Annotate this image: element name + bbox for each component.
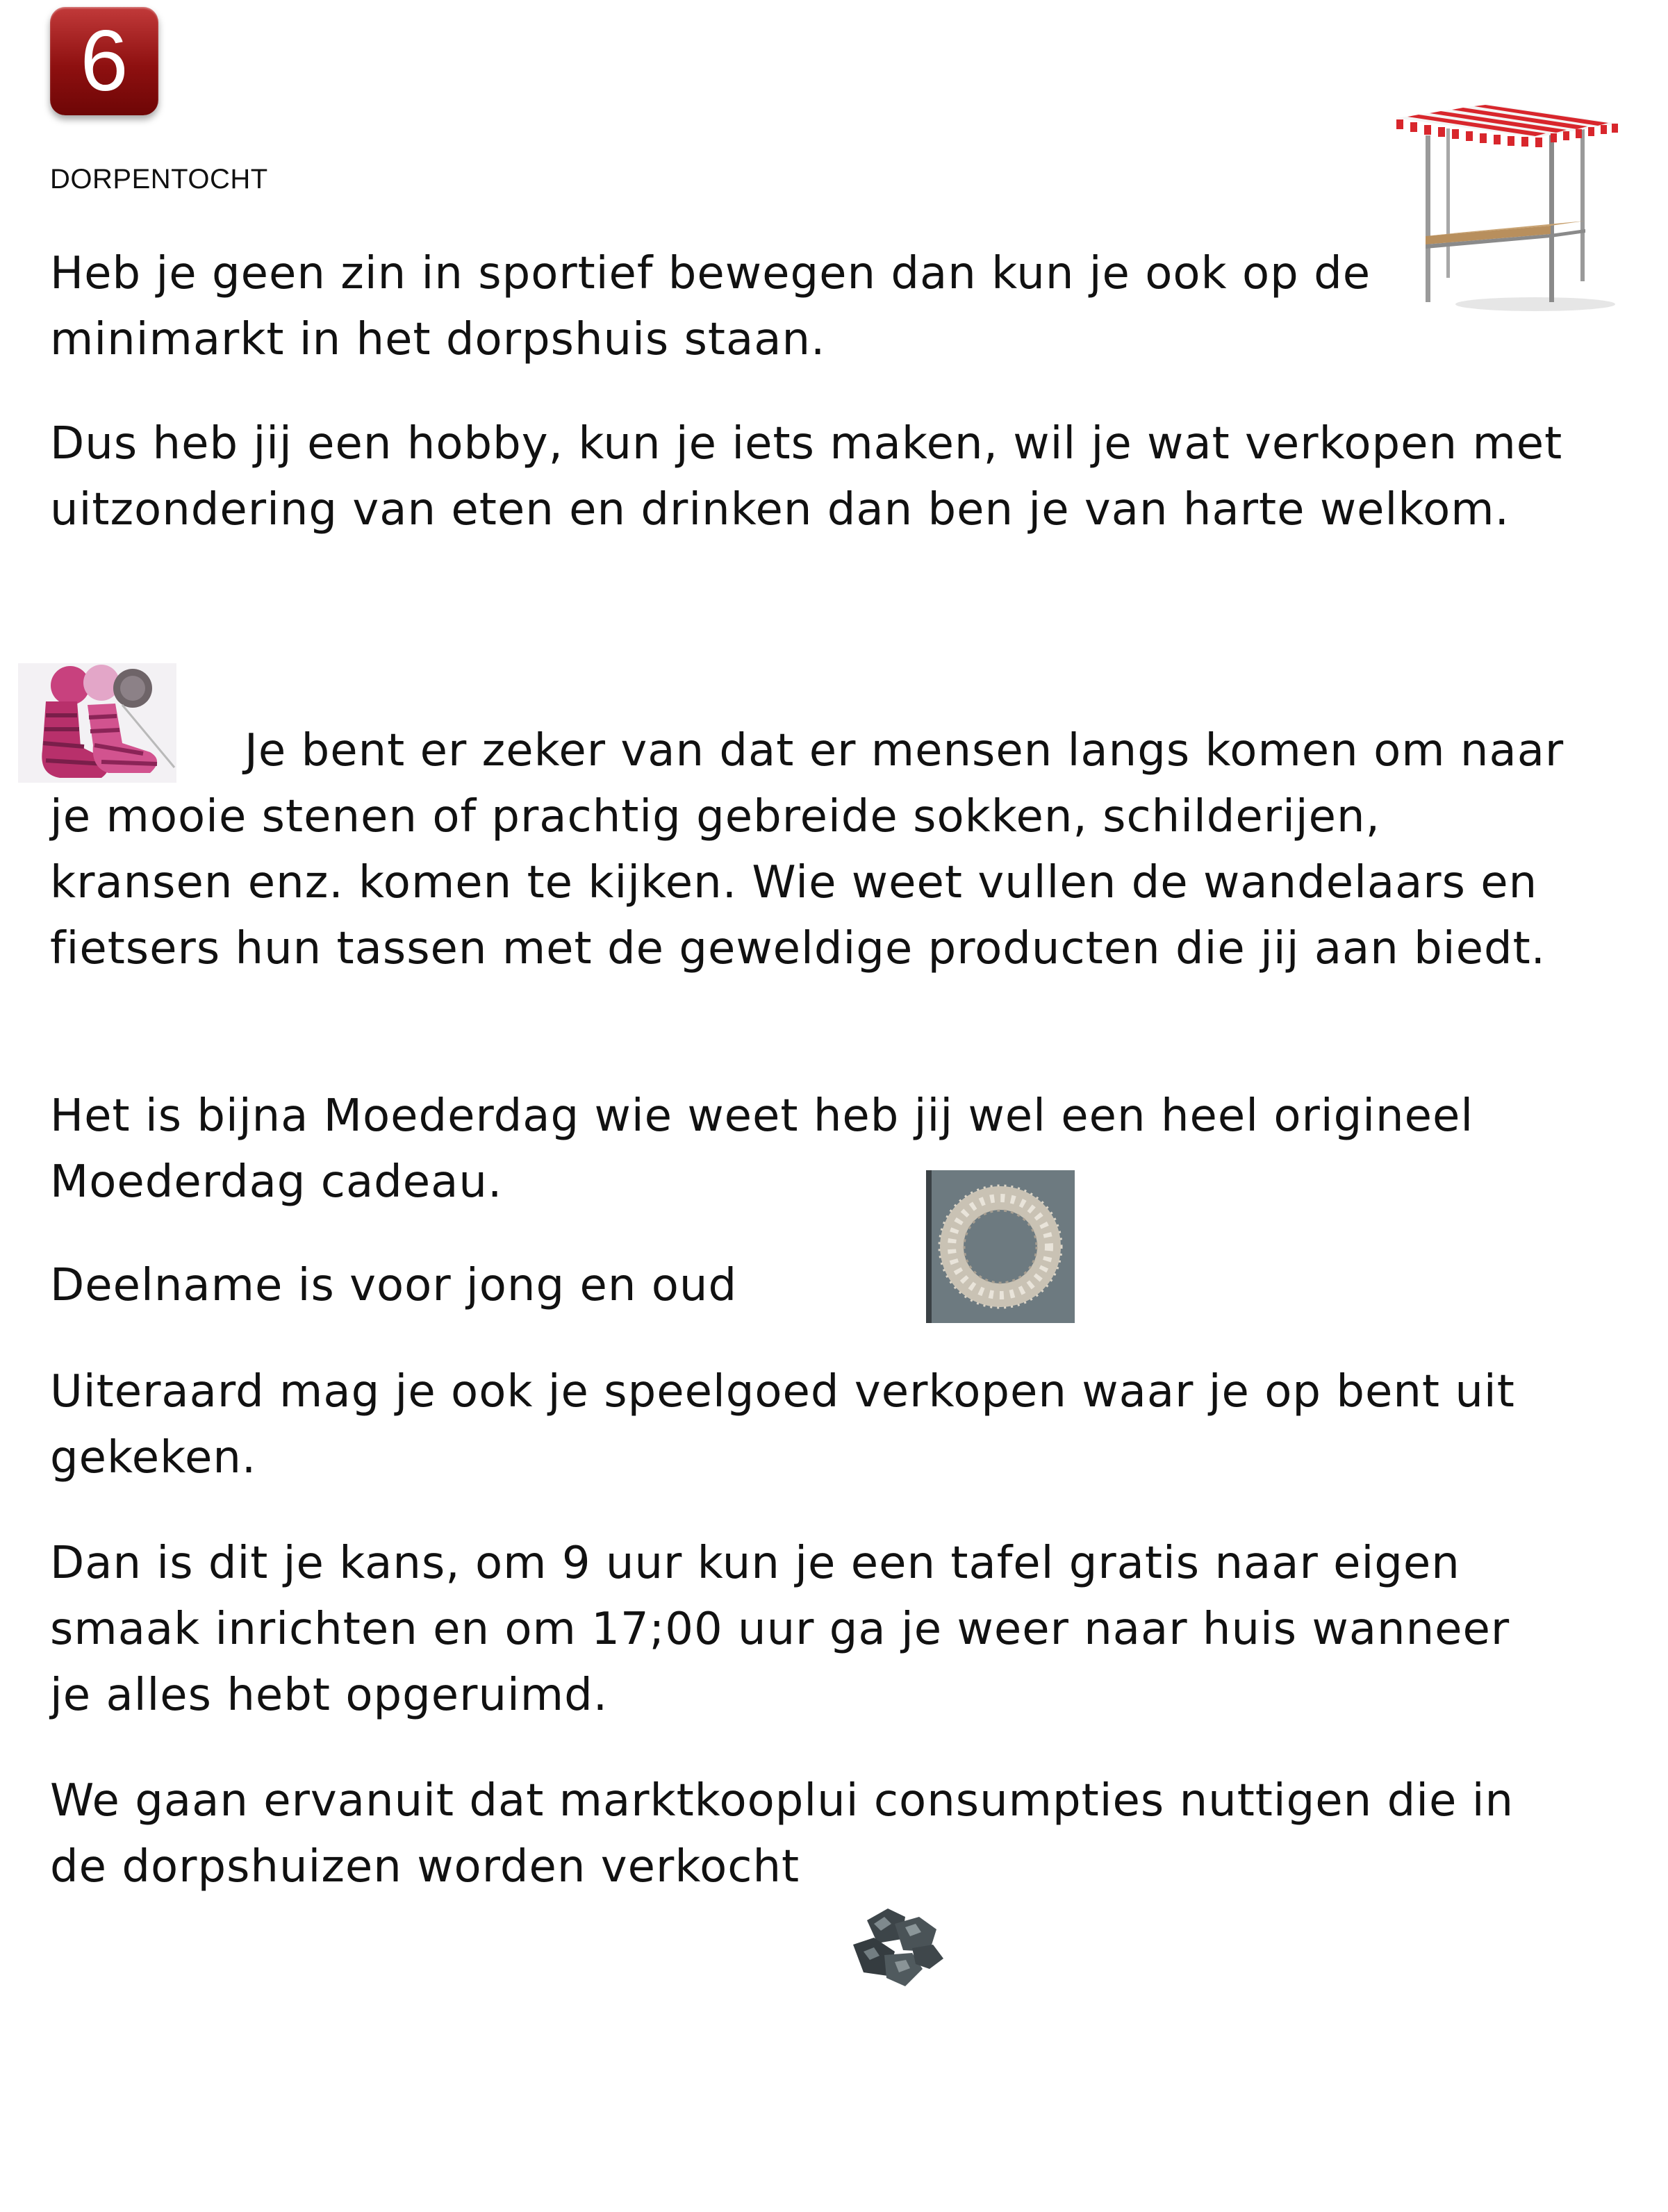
- paragraph-hobby: Dus heb jij een hobby, kun je iets maken, wil je wat verkopen met uitzondering van eten en drinken dan ben je van harte welkom.: [50, 418, 1563, 535]
- section-title: DORPENTOCHT: [50, 164, 268, 194]
- paragraph-consumptions: We gaan ervanuit dat marktkooplui consumpties nuttigen die in de dorpshuizen worden verkocht: [50, 1775, 1514, 1893]
- paragraph-visitors: [50, 718, 1564, 982]
- paragraph-times: Dan is dit je kans, om 9 uur kun je een tafel gratis naar eigen smaak inrichten en om 17;00 uur ga je weer naar huis wanneer je alles hebt opgeruimd.: [50, 1538, 1510, 1721]
- section-number-badge: [50, 7, 158, 115]
- market-stall-icon: [1396, 97, 1619, 313]
- section-number: 6: [80, 13, 129, 109]
- paragraph-toys: Uiteraard mag je ook je speelgoed verkopen waar je op bent uit gekeken.: [50, 1366, 1515, 1483]
- paragraph-participation: Deelname is voor jong en oud: [50, 1260, 738, 1311]
- stones-icon: [846, 1896, 950, 1993]
- paragraph-visitors-text: Je bent er zeker van dat er mensen langs komen om naar je mooie stenen of prachtig gebreide sokken, schilderijen, kransen enz. komen te kijken. Wie weet vullen de wandelaars en fietsers hun tassen met de geweldige producten die jij aan biedt.: [50, 725, 1564, 974]
- paragraph-mothersday: Het is bijna Moederdag wie weet heb jij wel een heel origineel Moederdag cadeau.: [50, 1090, 1474, 1208]
- paragraph-intro: Heb je geen zin in sportief bewegen dan kun je ook op de minimarkt in het dorpshuis staan.: [50, 248, 1371, 365]
